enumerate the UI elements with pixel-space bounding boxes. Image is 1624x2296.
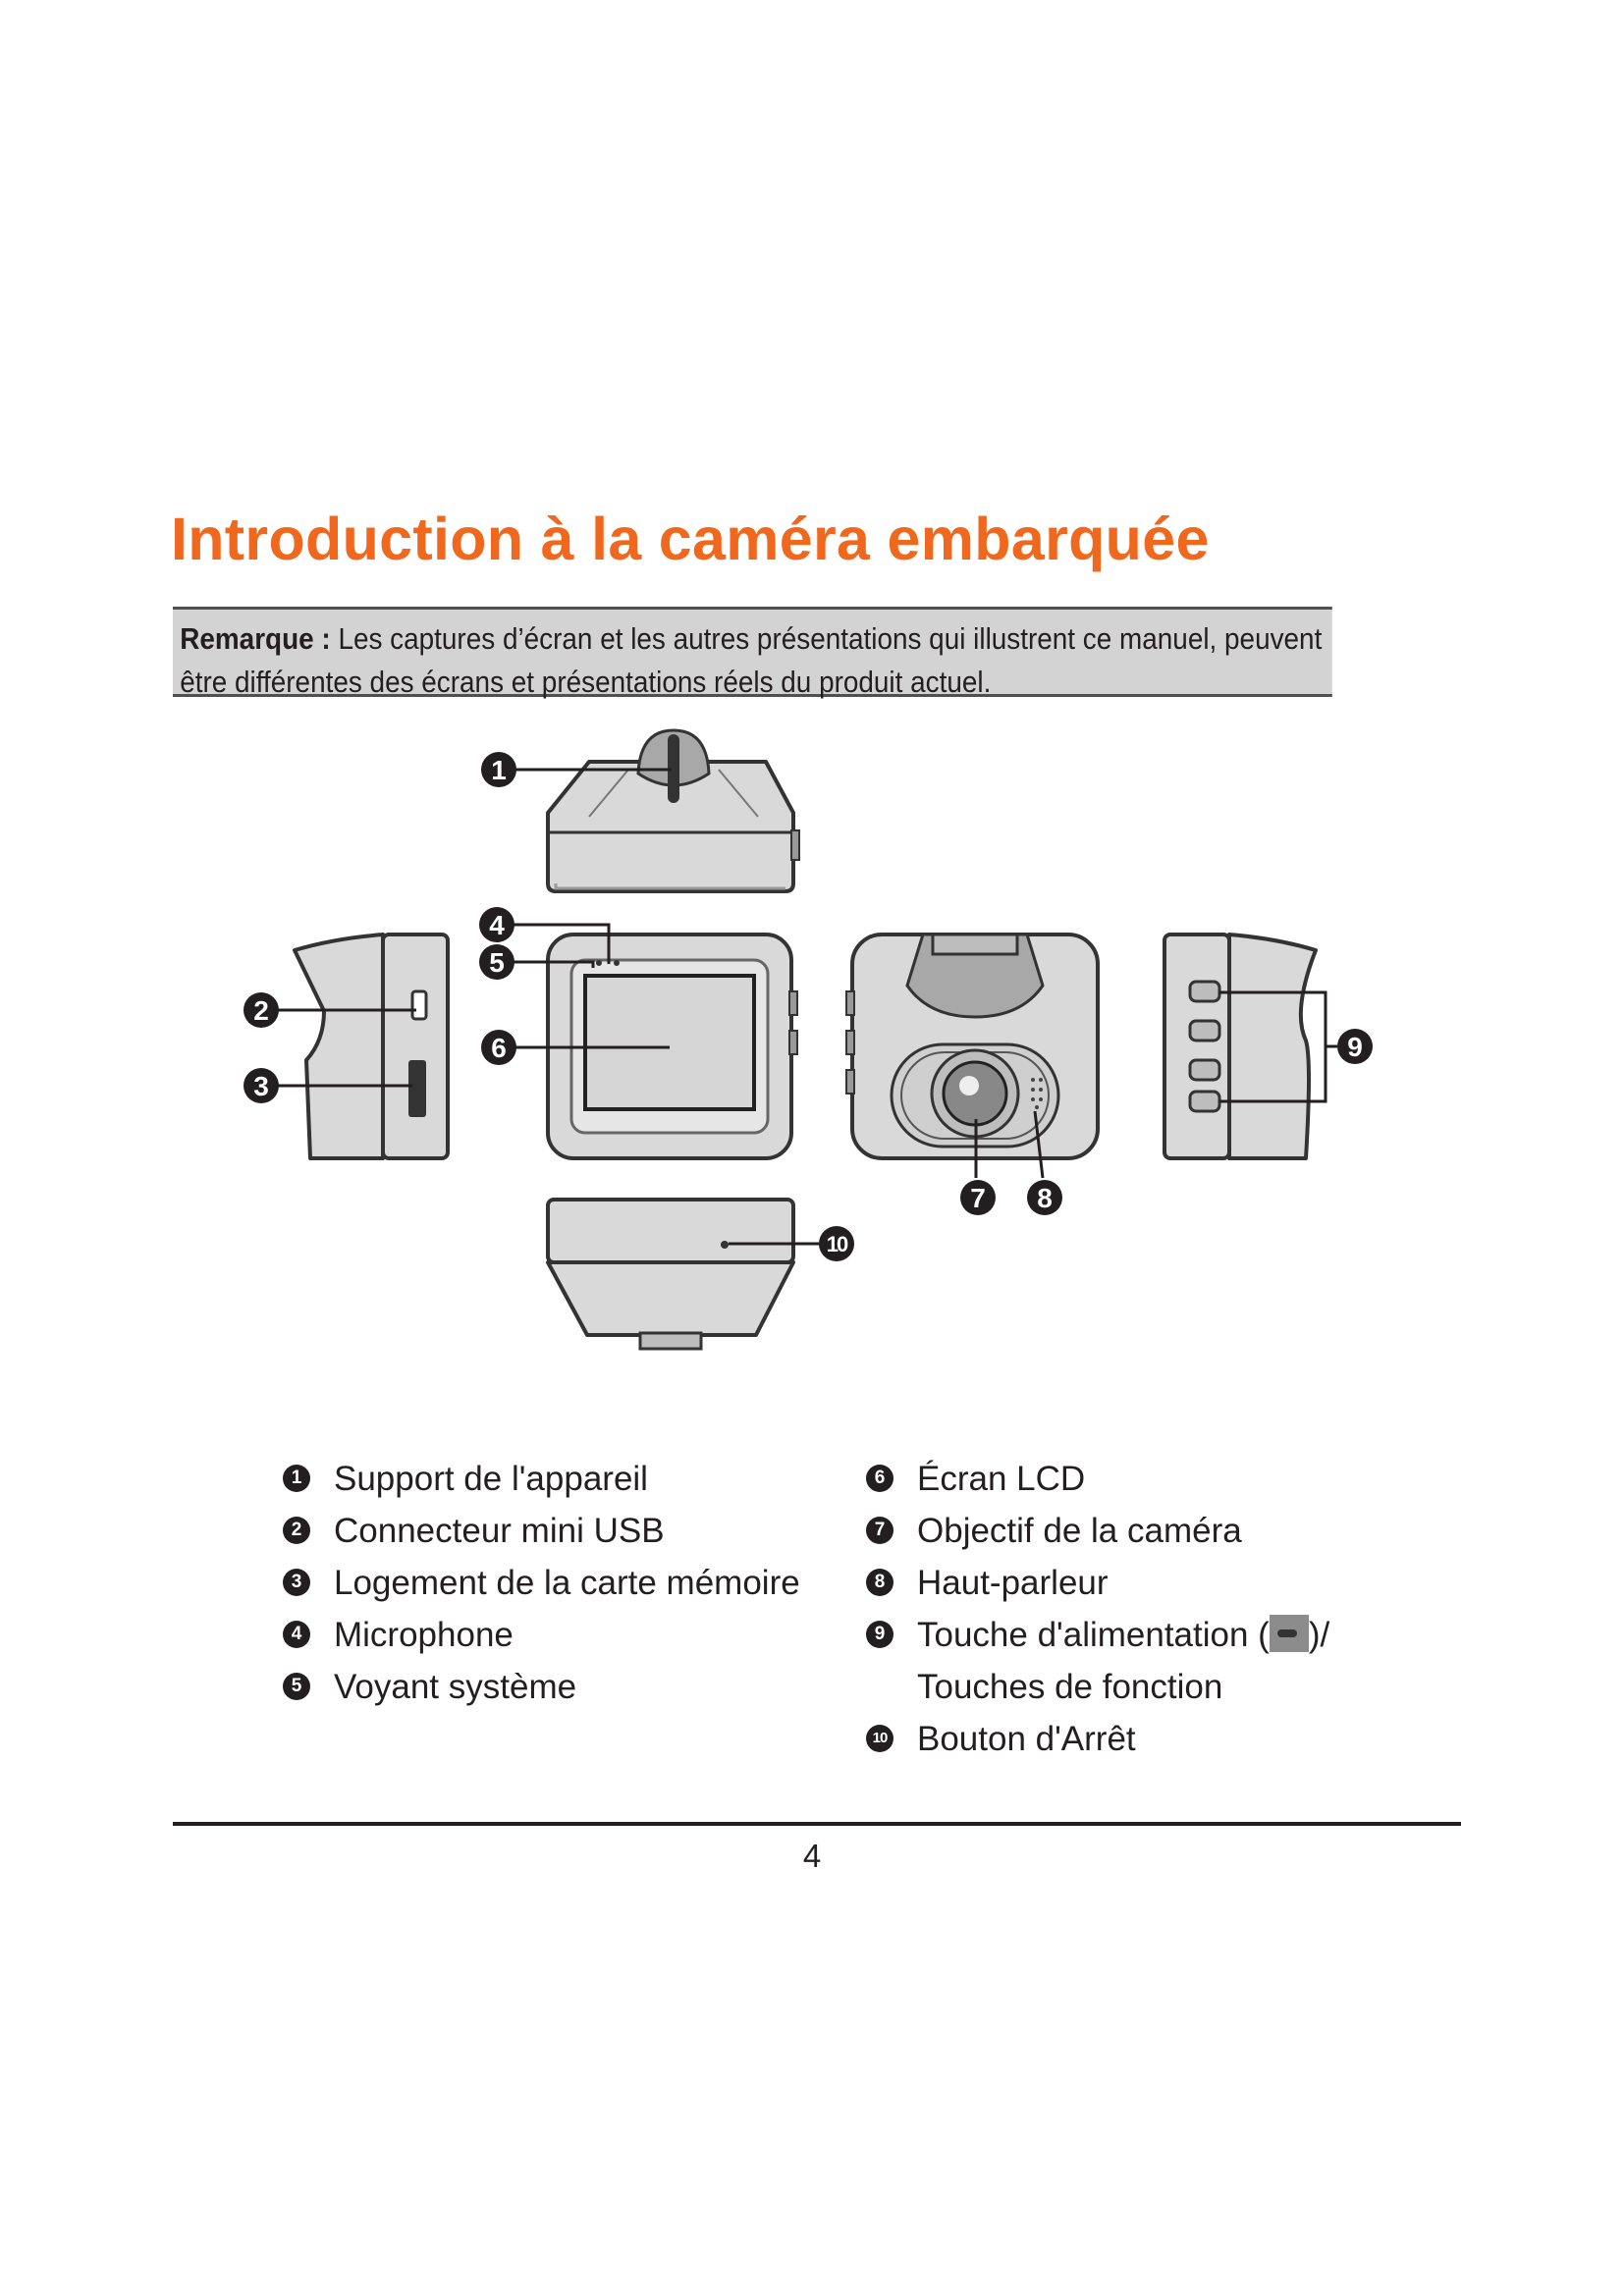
legend-number: 10 bbox=[866, 1725, 893, 1752]
legend-number: 9 bbox=[866, 1621, 893, 1648]
legend-item bbox=[866, 1505, 1329, 1557]
callout-2 bbox=[244, 992, 279, 1028]
note-box bbox=[173, 607, 1332, 697]
legend-label-part: )/ bbox=[1308, 1616, 1330, 1654]
callout-9 bbox=[1337, 1029, 1373, 1064]
legend-left bbox=[283, 1453, 800, 1713]
legend-label-part: Touche d'alimentation ( bbox=[917, 1616, 1270, 1654]
svg-text:3: 3 bbox=[253, 1071, 269, 1101]
callout-1 bbox=[481, 752, 516, 787]
device-lens-view bbox=[846, 934, 1098, 1158]
legend-label: Connecteur mini USB bbox=[334, 1512, 665, 1550]
callout-10 bbox=[819, 1226, 854, 1261]
legend-item bbox=[866, 1557, 1329, 1609]
legend-label: Bouton d'Arrêt bbox=[917, 1720, 1136, 1758]
callout-6 bbox=[481, 1030, 516, 1065]
legend-label: Voyant système bbox=[334, 1668, 577, 1706]
legend-label bbox=[917, 1609, 1329, 1661]
footer-rule bbox=[173, 1822, 1461, 1826]
legend-label: Logement de la carte mémoire bbox=[334, 1564, 800, 1602]
note-label: Remarque : bbox=[180, 621, 331, 656]
legend-number: 3 bbox=[283, 1569, 310, 1596]
svg-text:6: 6 bbox=[491, 1033, 507, 1063]
svg-text:7: 7 bbox=[970, 1183, 986, 1213]
callout-8 bbox=[1027, 1180, 1062, 1215]
legend-item bbox=[283, 1609, 800, 1661]
svg-text:10: 10 bbox=[826, 1232, 847, 1256]
legend-item bbox=[283, 1505, 800, 1557]
legend-number: 4 bbox=[283, 1621, 310, 1648]
callout-3 bbox=[244, 1068, 279, 1103]
legend-number: 6 bbox=[866, 1465, 893, 1492]
legend-item bbox=[283, 1557, 800, 1609]
device-bottom-view bbox=[548, 1200, 793, 1349]
svg-text:4: 4 bbox=[489, 910, 505, 940]
power-button-icon bbox=[1270, 1615, 1309, 1652]
svg-text:9: 9 bbox=[1347, 1032, 1363, 1062]
page-number: 4 bbox=[802, 1838, 822, 1874]
legend-label: Objectif de la caméra bbox=[917, 1512, 1242, 1550]
legend-item bbox=[866, 1453, 1329, 1505]
legend-number: 5 bbox=[283, 1673, 310, 1700]
legend-item bbox=[283, 1453, 800, 1505]
device-diagram bbox=[0, 707, 1624, 1394]
legend-number: 1 bbox=[283, 1465, 310, 1492]
legend-item bbox=[866, 1713, 1329, 1765]
svg-text:5: 5 bbox=[489, 947, 505, 978]
page-title: Introduction à la caméra embarquée bbox=[171, 506, 1210, 572]
note-text: Les captures d’écran et les autres présentations qui illustrent ce manuel, peuvent être différentes des écrans et présentations réels du produit actuel. bbox=[180, 621, 1323, 699]
svg-text:2: 2 bbox=[253, 995, 269, 1026]
svg-text:1: 1 bbox=[491, 755, 507, 785]
legend-label: Support de l'appareil bbox=[334, 1460, 648, 1498]
legend-number: 7 bbox=[866, 1517, 893, 1544]
callout-4 bbox=[479, 907, 514, 942]
svg-text:8: 8 bbox=[1037, 1183, 1053, 1213]
legend-number: 8 bbox=[866, 1569, 893, 1596]
callout-5 bbox=[479, 944, 514, 980]
device-left-view bbox=[295, 934, 448, 1158]
device-top-view bbox=[548, 730, 799, 891]
legend-label: Microphone bbox=[334, 1616, 514, 1654]
legend-label: Écran LCD bbox=[917, 1460, 1086, 1498]
device-right-view bbox=[1164, 934, 1316, 1158]
legend-item bbox=[283, 1661, 800, 1713]
callout-7 bbox=[960, 1180, 996, 1215]
legend-number: 2 bbox=[283, 1517, 310, 1544]
legend-label-continued: Touches de fonction bbox=[917, 1668, 1223, 1706]
legend-right bbox=[866, 1453, 1329, 1765]
legend-item bbox=[866, 1609, 1329, 1661]
legend-label: Haut-parleur bbox=[917, 1564, 1109, 1602]
